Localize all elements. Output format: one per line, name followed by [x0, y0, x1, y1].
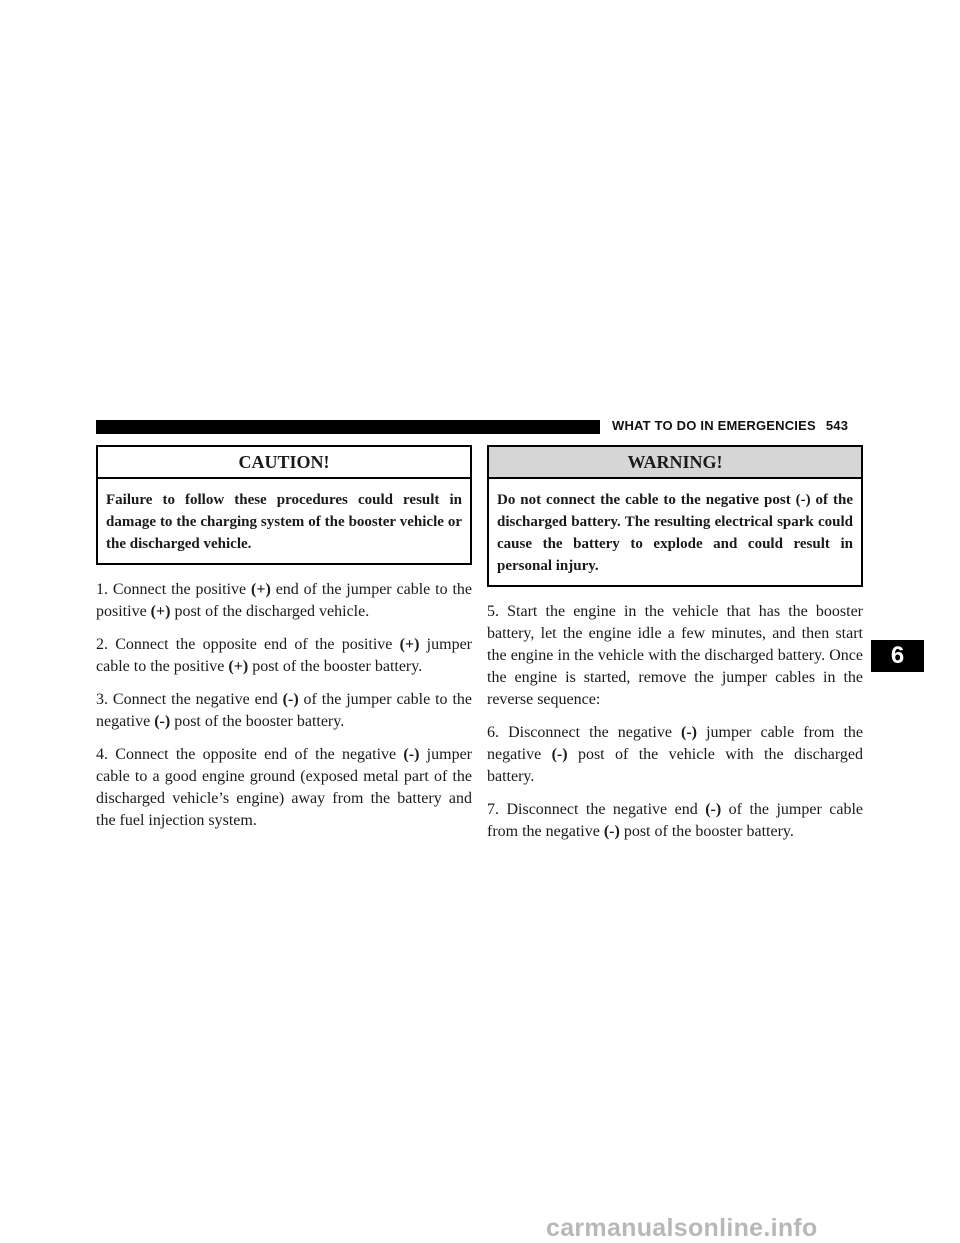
header-rule	[96, 420, 600, 434]
step-4: 4. Connect the opposite end of the negative (-) jumper cable to a good engine ground (exposed metal part of the discharged vehicle’s engine) away from the battery and the fuel injection system.	[96, 746, 472, 829]
warning-box	[487, 445, 863, 587]
step-3: 3. Connect the negative end (-) of the jumper cable to the negative (-) post of the booster battery.	[96, 691, 472, 730]
running-header	[612, 418, 848, 433]
watermark: carmanualsonline.info	[546, 1214, 818, 1242]
caution-box	[96, 445, 472, 565]
step-6: 6. Disconnect the negative (-) jumper cable from the negative (-) post of the vehicle with the discharged battery.	[487, 724, 864, 785]
step-5: 5. Start the engine in the vehicle that has the booster battery, let the engine idle a few minutes, and then start the engine in the vehicle with the discharged battery. Once the engine is started, remove the jumper cables in the reverse sequence:	[487, 603, 863, 708]
caution-body: Failure to follow these procedures could result in damage to the charging system of the booster vehicle or the discharged vehicle.	[106, 492, 462, 552]
right-column	[487, 445, 863, 854]
left-column	[96, 445, 472, 843]
warning-body: Do not connect the cable to the negative post (-) of the discharged battery. The resulting electrical spark could cause the battery to explode and could result in personal injury.	[497, 492, 853, 574]
step-1: 1. Connect the positive (+) end of the jumper cable to the positive (+) post of the discharged vehicle.	[96, 581, 473, 620]
page-number: 543	[825, 418, 849, 433]
caution-title: CAUTION!	[98, 447, 470, 479]
chapter-tab: 6	[871, 640, 924, 672]
warning-title: WARNING!	[489, 447, 861, 479]
step-2: 2. Connect the opposite end of the positive (+) jumper cable to the positive (+) post of the booster battery.	[96, 636, 472, 675]
step-7: 7. Disconnect the negative end (-) of the jumper cable from the negative (-) post of the booster battery.	[487, 801, 863, 840]
section-title: WHAT TO DO IN EMERGENCIES	[612, 418, 816, 433]
